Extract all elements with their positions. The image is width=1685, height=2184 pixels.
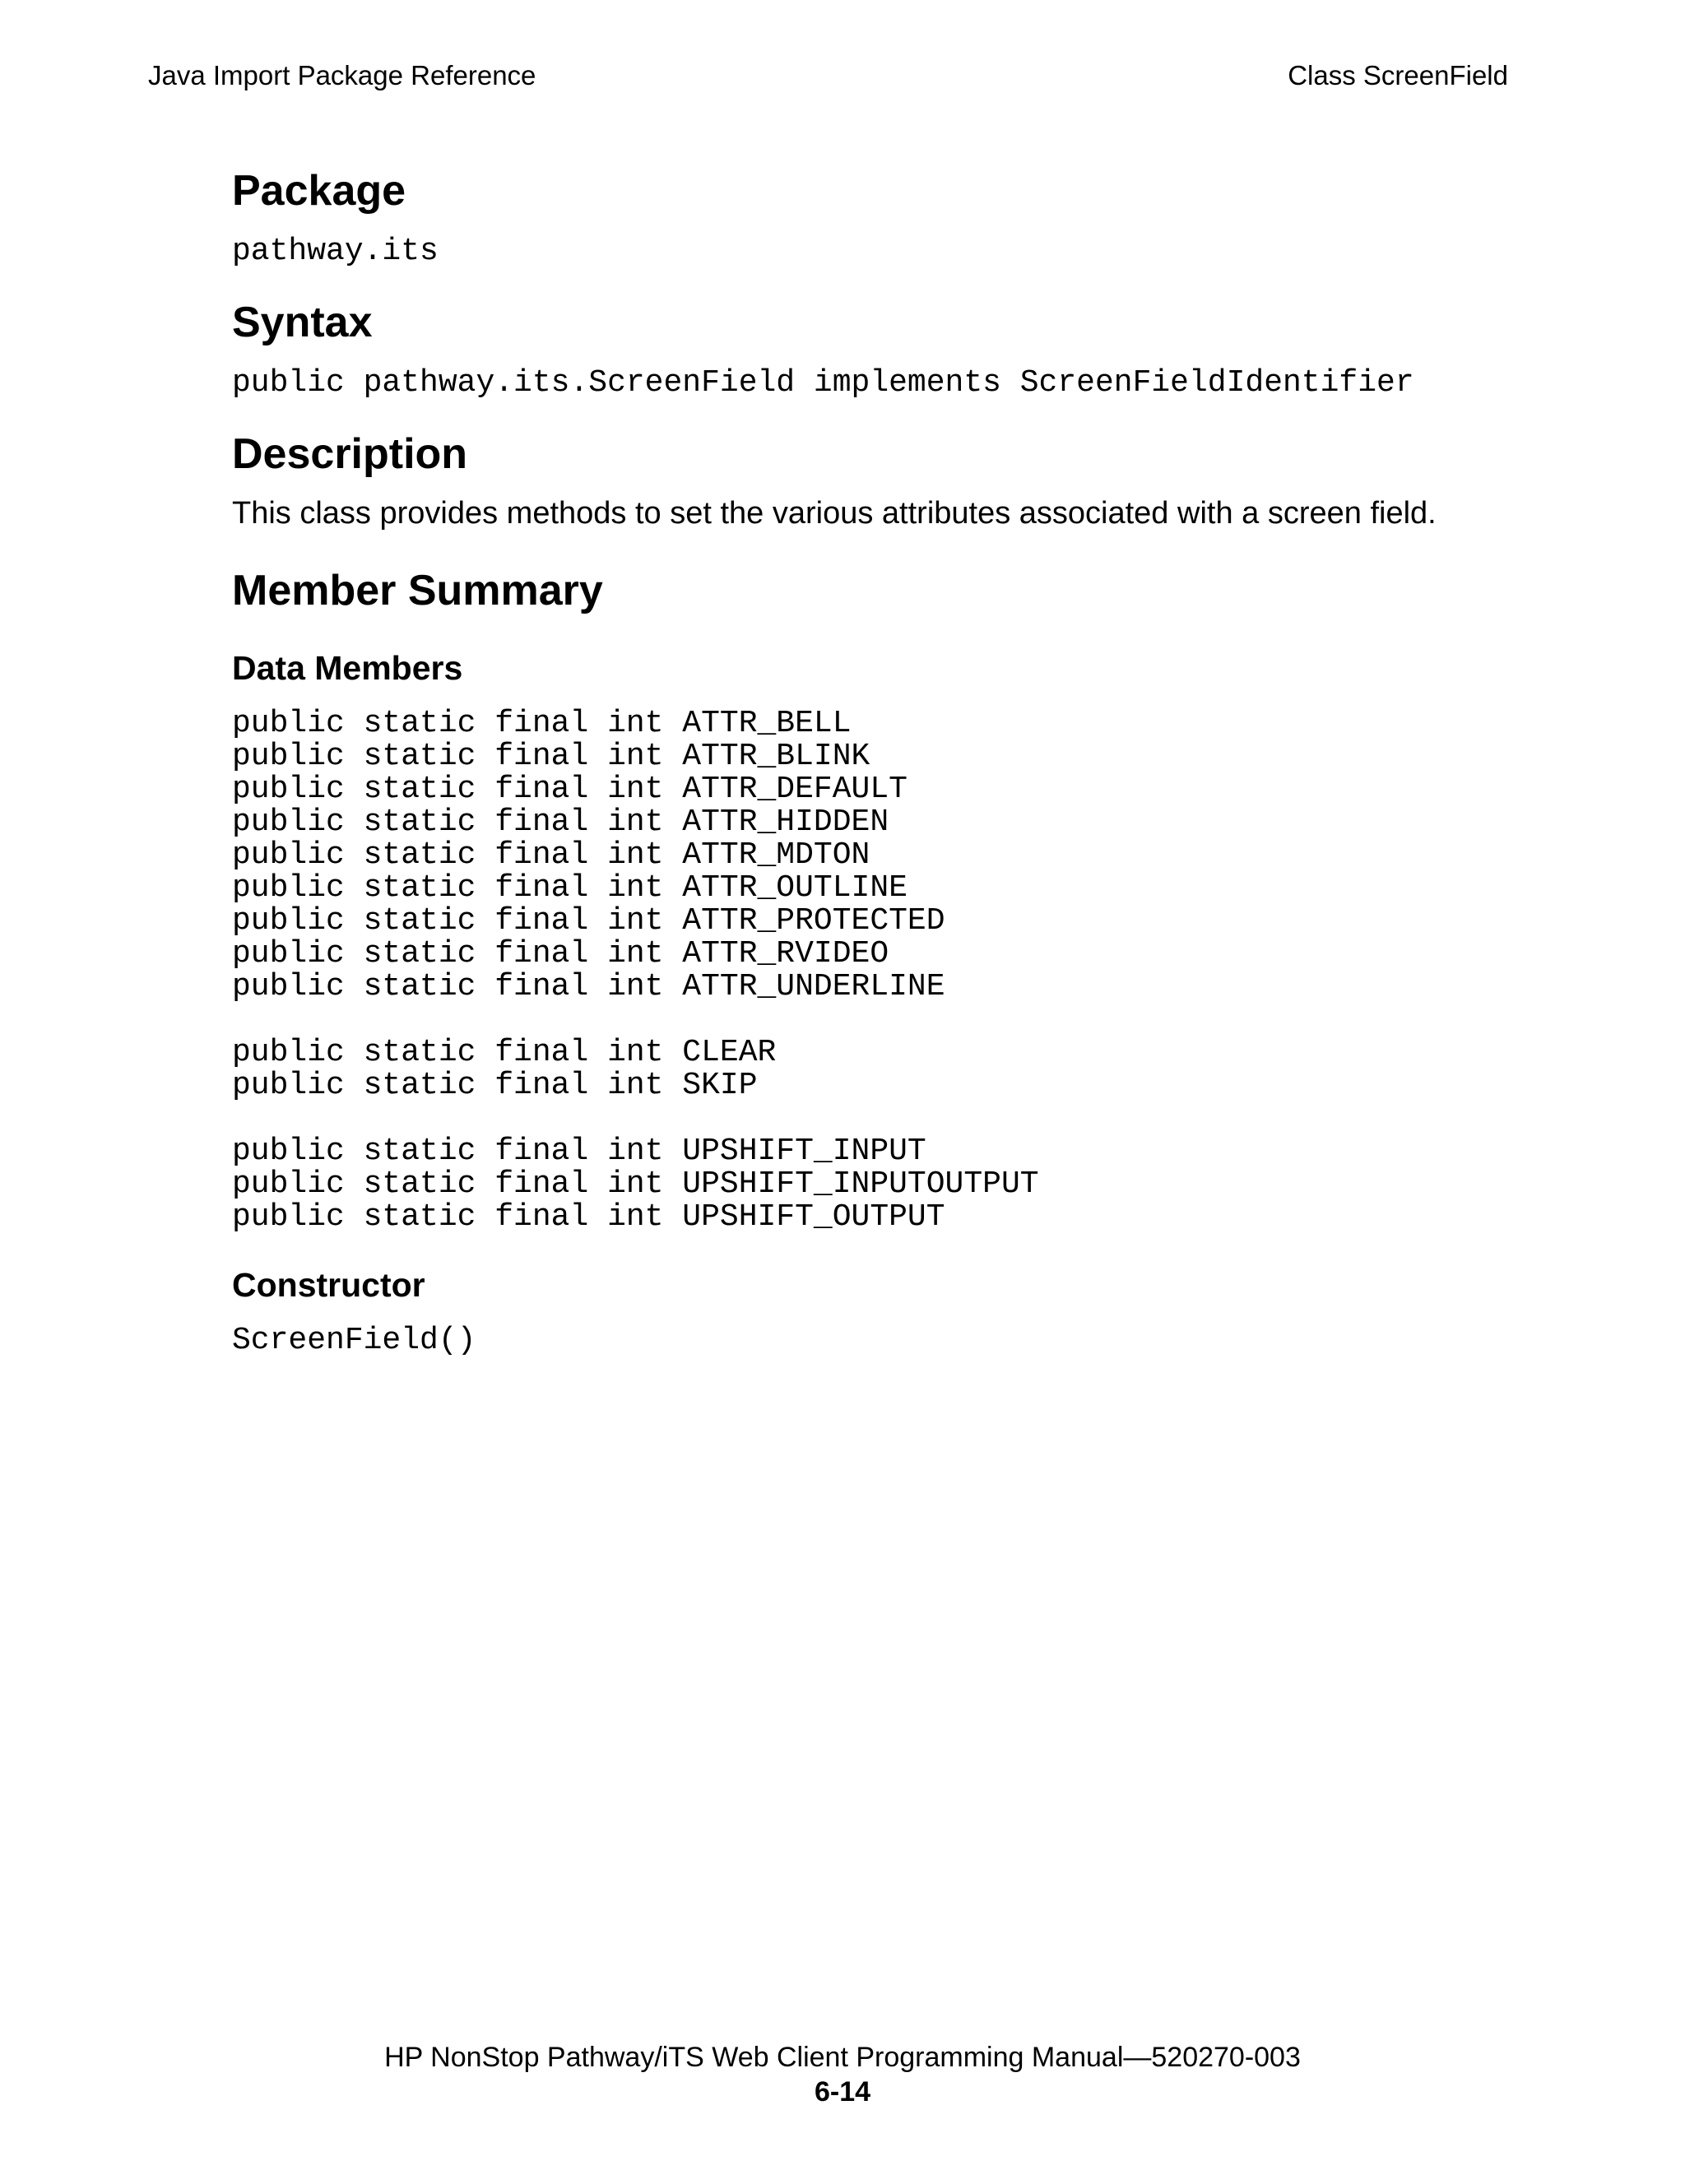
- data-member-line: public static final int CLEAR: [232, 1035, 777, 1070]
- footer-manual-title: HP NonStop Pathway/iTS Web Client Programming Manual—520270-003: [384, 2042, 1301, 2073]
- description-heading: Description: [232, 430, 468, 478]
- data-member-line: public static final int ATTR_PROTECTED: [232, 903, 945, 939]
- data-members-list: [232, 707, 1516, 1234]
- running-footer: [0, 2040, 1685, 2109]
- data-member-line: public static final int ATTR_BELL: [232, 706, 852, 741]
- data-member-line: public static final int ATTR_UNDERLINE: [232, 969, 945, 1004]
- data-member-line: public static final int ATTR_DEFAULT: [232, 772, 907, 807]
- member-summary-heading: Member Summary: [232, 567, 603, 614]
- header-left-title: Java Import Package Reference: [148, 60, 536, 90]
- data-members-heading: Data Members: [232, 649, 463, 687]
- running-header: [148, 58, 1508, 94]
- data-members-group-attr: [232, 707, 1516, 1004]
- constructor-value: ScreenField(): [232, 1323, 476, 1358]
- data-member-line: public static final int ATTR_RVIDEO: [232, 936, 889, 971]
- description-text: This class provides methods to set the various attributes associated with a screen field.: [232, 496, 1437, 531]
- package-heading: Package: [232, 167, 406, 215]
- data-member-line: public static final int UPSHIFT_OUTPUT: [232, 1199, 945, 1235]
- package-value: pathway.its: [232, 234, 439, 269]
- data-member-line: public static final int SKIP: [232, 1068, 758, 1103]
- data-member-line: public static final int ATTR_HIDDEN: [232, 805, 889, 840]
- syntax-value: public pathway.its.ScreenField implements ScreenFieldIdentifier: [232, 365, 1414, 401]
- data-member-line: public static final int ATTR_MDTON: [232, 837, 870, 873]
- constructor-heading: Constructor: [232, 1266, 425, 1304]
- page-number: 6-14: [814, 2076, 871, 2107]
- page-content: [232, 165, 1516, 1357]
- header-right-title: Class ScreenField: [1288, 60, 1508, 90]
- syntax-heading: Syntax: [232, 299, 373, 346]
- data-members-group-clear-skip: [232, 1036, 1516, 1102]
- data-member-line: public static final int UPSHIFT_INPUT: [232, 1134, 926, 1169]
- data-members-group-upshift: [232, 1135, 1516, 1234]
- data-member-line: public static final int ATTR_BLINK: [232, 739, 870, 774]
- data-member-line: public static final int ATTR_OUTLINE: [232, 870, 907, 906]
- data-member-line: public static final int UPSHIFT_INPUTOUTPUT: [232, 1166, 1039, 1202]
